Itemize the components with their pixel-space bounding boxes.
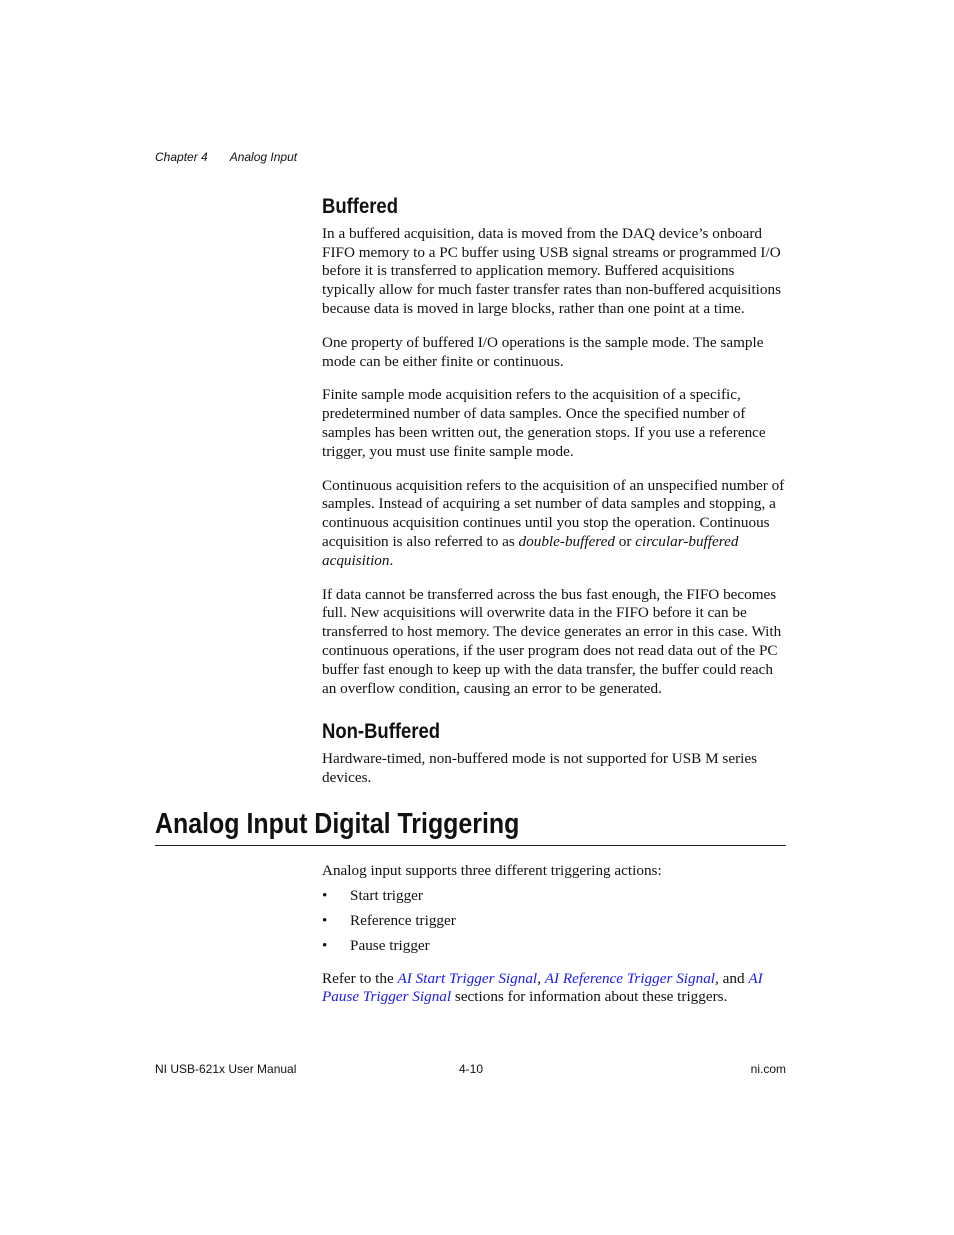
running-header <box>155 150 297 164</box>
footer-page-number: 4-10 <box>459 1062 484 1076</box>
link-ai-pause-trigger-signal[interactable]: AI Pause Trigger Signal <box>322 969 763 1006</box>
header-chapter: Chapter 4 <box>155 150 208 164</box>
link-ai-reference-trigger-signal[interactable]: AI Reference Trigger Signal <box>544 969 716 987</box>
triggering-refer-paragraph <box>322 970 786 1008</box>
footer-manual-title: NI USB-621x User Manual <box>155 1062 297 1076</box>
p4-text-a: Continuous acquisition refers to the acquisition of an unspecified number of samples. Instead of acquiring a set number of data samples and stopping, a continuous acquisition continues until you stop the operation. Continuous acquisition is also referred to as <box>322 476 785 550</box>
buffered-paragraph-4 <box>322 477 786 571</box>
p4-text-c: . <box>389 551 394 569</box>
bullet-glyph: • <box>322 886 328 904</box>
footer-website: ni.com <box>750 1062 786 1076</box>
non-buffered-paragraph: Hardware-timed, non-buffered mode is not supported for USB M series devices. <box>322 749 757 786</box>
link-ai-start-trigger-signal[interactable]: AI Start Trigger Signal <box>397 969 538 987</box>
triggering-intro: Analog input supports three different triggering actions: <box>322 862 662 879</box>
buffered-paragraph-1: In a buffered acquisition, data is moved from the DAQ device’s onboard FIFO memory to a PC buffer using USB signal streams or programmed I/O before it is transferred to application memory. Buffered acquisitions typically allow for much faster transfer rates than non-buffered acquisitions because data is moved in large blocks, rather than one point at a time. <box>322 224 781 317</box>
triggering-heading: Analog Input Digital Triggering <box>155 808 520 840</box>
bullet-glyph: • <box>322 911 328 929</box>
buffered-paragraph-3: Finite sample mode acquisition refers to the acquisition of a specific, predetermined number of data samples. Once the specified number of samples has been written out, the generation stops. If you use a reference trigger, you must use finite sample mode. <box>322 386 766 460</box>
triggering-heading-block <box>155 808 786 846</box>
bullet-glyph: • <box>322 936 328 954</box>
triggering-section <box>322 862 786 1022</box>
list-item <box>322 887 786 906</box>
refer-text-d: sections for information about these triggers. <box>451 988 728 1006</box>
refer-text-c: , and <box>715 969 749 987</box>
p4-term-double-buffered: double-buffered <box>518 532 615 550</box>
p4-term-circular-buffered: circular-buffered acquisition <box>322 532 739 569</box>
refer-text-b: , <box>537 969 545 987</box>
p4-text-b: or <box>615 532 636 550</box>
list-item-label: Pause trigger <box>350 936 430 954</box>
non-buffered-heading: Non-Buffered <box>322 720 441 743</box>
refer-text-a: Refer to the <box>322 969 398 987</box>
list-item <box>322 937 786 956</box>
header-section: Analog Input <box>229 150 298 164</box>
list-item-label: Reference trigger <box>350 911 456 929</box>
list-item-label: Start trigger <box>350 886 423 904</box>
buffered-section <box>322 195 786 713</box>
buffered-paragraph-2: One property of buffered I/O operations is the sample mode. The sample mode can be either finite or continuous. <box>322 333 764 370</box>
buffered-paragraph-5: If data cannot be transferred across the bus fast enough, the FIFO becomes full. New acquisitions will overwrite data in the FIFO before it can be transferred to host memory. The device generates an error in this case. With continuous operations, if the user program does not read data out of the PC buffer fast enough to keep up with the data transfer, the buffer could reach an overflow condition, causing an error to be generated. <box>322 585 782 697</box>
buffered-heading: Buffered <box>322 195 398 218</box>
trigger-list <box>322 887 786 956</box>
list-item <box>322 912 786 931</box>
non-buffered-section <box>322 720 786 802</box>
